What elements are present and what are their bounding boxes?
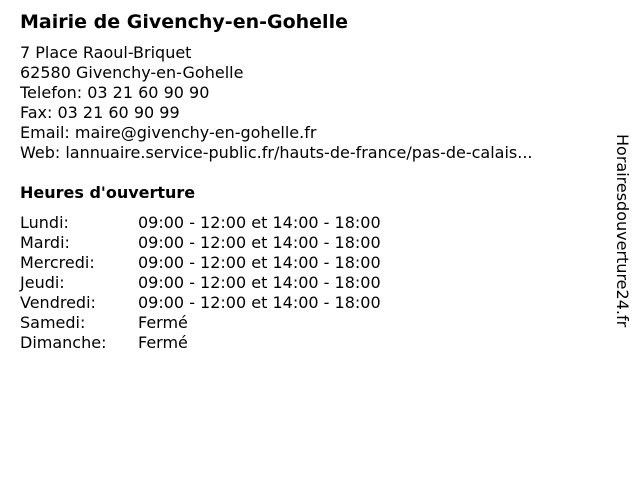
day-label: Dimanche: (20, 333, 107, 352)
address-line-1: 7 Place Raoul-Briquet (20, 43, 192, 62)
hours-value: Fermé (138, 313, 188, 332)
contact-info (20, 43, 533, 163)
opening-hours-table (20, 213, 381, 353)
hours-row-thursday (20, 273, 381, 293)
address-line-2: 62580 Givenchy-en-Gohelle (20, 63, 244, 82)
page-title: Mairie de Givenchy-en-Gohelle (20, 11, 348, 33)
hours-row-friday (20, 293, 381, 313)
hours-value: 09:00 - 12:00 et 14:00 - 18:00 (138, 233, 381, 252)
fax-text: Fax: 03 21 60 90 99 (20, 103, 180, 122)
hours-row-sunday (20, 333, 381, 353)
email-text: Email: maire@givenchy-en-gohelle.fr (20, 123, 317, 142)
opening-hours-heading: Heures d'ouverture (20, 183, 196, 202)
day-label: Lundi: (20, 213, 69, 232)
day-label: Vendredi: (20, 293, 96, 312)
hours-value: Fermé (138, 333, 188, 352)
hours-value: 09:00 - 12:00 et 14:00 - 18:00 (138, 273, 381, 292)
day-label: Jeudi: (20, 273, 65, 292)
phone-text: Telefon: 03 21 60 90 90 (20, 83, 210, 102)
day-label: Mardi: (20, 233, 70, 252)
day-label: Samedi: (20, 313, 86, 332)
web-text: Web: lannuaire.service-public.fr/hauts-de-france/pas-de-calais... (20, 143, 533, 162)
hours-row-saturday (20, 313, 381, 333)
hours-value: 09:00 - 12:00 et 14:00 - 18:00 (138, 293, 381, 312)
hours-row-wednesday (20, 253, 381, 273)
hours-row-monday (20, 213, 381, 233)
hours-value: 09:00 - 12:00 et 14:00 - 18:00 (138, 253, 381, 272)
site-watermark: Horairesdouverture24.fr (613, 134, 632, 328)
hours-value: 09:00 - 12:00 et 14:00 - 18:00 (138, 213, 381, 232)
day-label: Mercredi: (20, 253, 95, 272)
hours-row-tuesday (20, 233, 381, 253)
